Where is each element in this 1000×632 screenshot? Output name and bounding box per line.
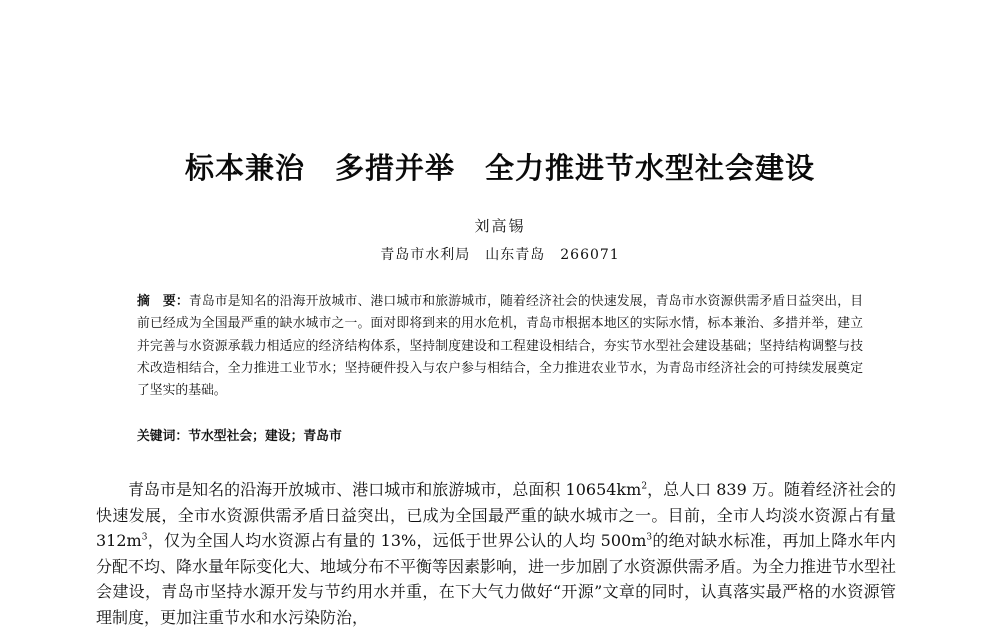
body-text-part-3: ，仅为全国人均水资源占有量的 13%，远低于世界公认的人均 500m <box>147 531 647 551</box>
abstract-text: 青岛市是知名的沿海开放城市、港口城市和旅游城市，随着经济社会的快速发展，青岛市水资源供需矛盾日益突出，目前已经成为全国最严重的缺水城市之一。面对即将到来的用水危机，青岛市根据本地区的实际水情，标本兼治、多措并举，建立并完善与水资源承载力相适应的经济结构体系，坚持制度建设和工程建设相结合，夯实节水型社会建设基础；坚持结构调整与技术改造相结合，全力推进工业节水；坚持硬件投入与农户参与相结合，全力推进农业节水，为青岛市经济社会的可持续发展奠定了坚实的基础。 <box>137 294 864 399</box>
author-affiliation: 青岛市水利局 山东青岛 266071 <box>380 247 620 263</box>
superscript-area-exponent: 2 <box>641 481 648 492</box>
paper-title: 标本兼治 多措并举 全力推进节水型社会建设 <box>184 151 815 185</box>
body-text-part-4: 的绝对缺水标准，再加上降水年内分配不均、降水量年际变化大、地域分布不平衡等因素影响，进一步加剧了水资源供需矛盾。为全力推进节水型社会建设，青岛市坚持水源开发与节约用水并重，在下大气力做好“开源”文章的同时，认真落实最严格的水资源管理制度，更加注重节水和水污染防治， <box>96 531 897 627</box>
superscript-volume-exponent: 3 <box>141 532 148 543</box>
keywords-label: 关键词： <box>137 429 189 444</box>
body-text-part-1: 青岛市是知名的沿海开放城市、港口城市和旅游城市，总面积 10654km <box>128 480 642 499</box>
keywords-text: 节水型社会；建设；青岛市 <box>188 429 342 444</box>
body-text-part-2: ，总人口 839 万。随着经济社会的快速发展，全市水资源供需矛盾日益突出，已成为全国最严重的缺水城市之一。目前，全市人均淡水资源占有量 312m <box>96 480 896 551</box>
body-paragraph <box>96 477 896 631</box>
author-name: 刘高锡 <box>474 217 526 235</box>
superscript-volume-exponent-2: 3 <box>646 532 653 543</box>
abstract-section <box>137 291 863 402</box>
abstract-label: 摘 要： <box>137 294 189 309</box>
keywords-section <box>137 426 863 448</box>
